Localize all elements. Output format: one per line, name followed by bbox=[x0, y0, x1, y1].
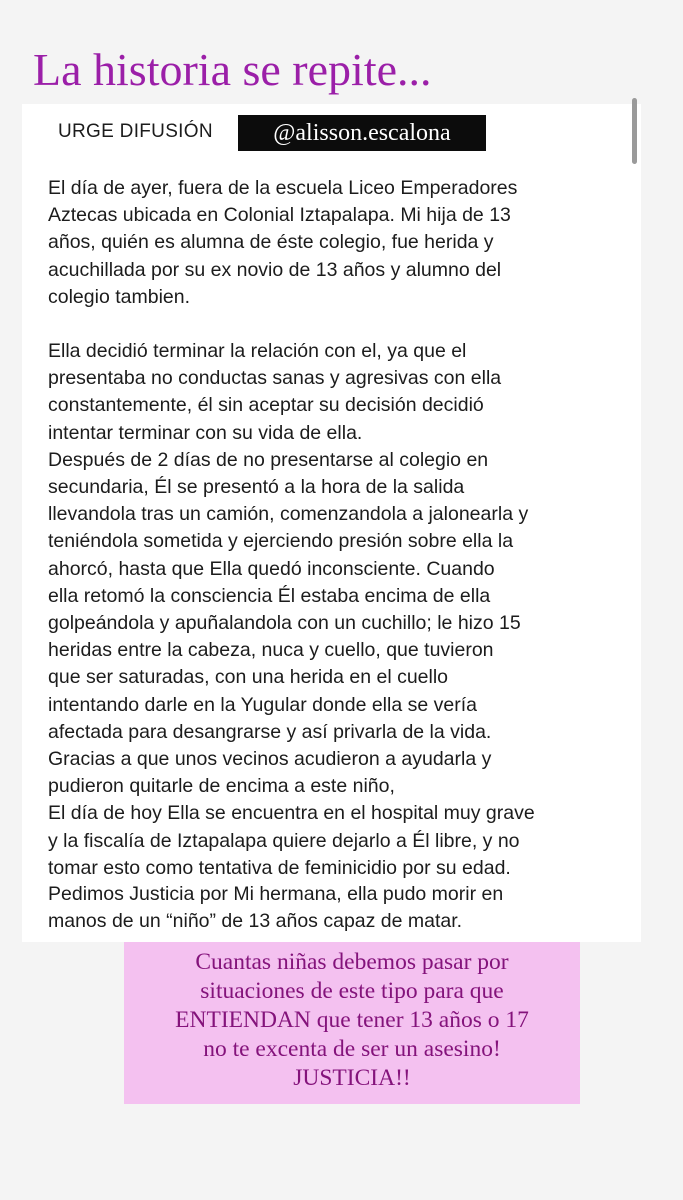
paragraph-story bbox=[48, 338, 638, 882]
text-line: llevandola tras un camión, comenzandola a jalonearla y bbox=[48, 503, 529, 526]
text-line: teniéndola sometida y ejerciendo presión sobre ella la bbox=[48, 530, 514, 553]
text-line: manos de un “niño” de 13 años capaz de matar. bbox=[48, 910, 463, 933]
text-line: pudieron quitarle de encima a este niño, bbox=[48, 775, 395, 798]
text-line: Gracias a que unos vecinos acudieron a ayudarla y bbox=[48, 748, 492, 771]
text-line: ella retomó la consciencia Él estaba encima de ella bbox=[48, 584, 491, 607]
callout-line: JUSTICIA!! bbox=[293, 1065, 411, 1091]
text-line: acuchillada por su ex novio de 13 años y alumno del bbox=[48, 258, 502, 281]
text-line: intentar terminar con su vida de ella. bbox=[48, 421, 363, 444]
text-line: y la fiscalía de Iztapalapa quiere dejarlo a Él libre, y no bbox=[48, 829, 520, 852]
callout-line: ENTIENDAN que tener 13 años o 17 bbox=[175, 1007, 529, 1033]
user-handle-tag[interactable]: @alisson.escalona bbox=[238, 115, 486, 151]
text-line: secundaria, Él se presentó a la hora de la salida bbox=[48, 476, 465, 499]
paragraph-intro bbox=[48, 175, 638, 311]
text-line: que ser saturadas, con una herida en el cuello bbox=[48, 666, 449, 689]
text-line: intentando darle en la Yugular donde ella se vería bbox=[48, 693, 477, 716]
text-line: Pedimos Justicia por Mi hermana, ella pudo morir en bbox=[48, 883, 504, 905]
callout-line: no te excenta de ser un asesino! bbox=[203, 1036, 501, 1062]
headline: La historia se repite... bbox=[33, 44, 432, 95]
text-line: años, quién es alumna de éste colegio, fue herida y bbox=[48, 231, 494, 254]
text-line: heridas entre la cabeza, nuca y cuello, que tuvieron bbox=[48, 639, 494, 662]
paragraph-justice bbox=[48, 881, 638, 935]
text-line: El día de hoy Ella se encuentra en el hospital muy grave bbox=[48, 802, 535, 825]
text-line: Ella decidió terminar la relación con el, ya que el bbox=[48, 340, 467, 362]
text-line: constantemente, él sin aceptar su decisión decidió bbox=[48, 394, 484, 417]
text-line: colegio tambien. bbox=[48, 285, 191, 308]
urge-label: URGE DIFUSIÓN bbox=[58, 121, 213, 142]
text-line: presentaba no conductas sanas y agresivas con ella bbox=[48, 367, 502, 390]
callout-line: Cuantas niñas debemos pasar por bbox=[195, 949, 509, 975]
text-line: Después de 2 días de no presentarse al colegio en bbox=[48, 448, 489, 471]
scroll-indicator[interactable] bbox=[632, 98, 637, 164]
text-line: Aztecas ubicada en Colonial Iztapalapa. Mi hija de 13 bbox=[48, 204, 511, 227]
text-line: tomar esto como tentativa de feminicidio por su edad. bbox=[48, 856, 511, 879]
callout-box bbox=[124, 942, 580, 1104]
text-line: golpeándola y apuñalandola con un cuchillo; le hizo 15 bbox=[48, 612, 521, 635]
callout-line: situaciones de este tipo para que bbox=[200, 978, 504, 1004]
text-line: El día de ayer, fuera de la escuela Liceo Emperadores bbox=[48, 177, 518, 199]
text-line: ahorcó, hasta que Ella quedó inconsciente. Cuando bbox=[48, 557, 495, 580]
text-line: afectada para desangrarse y así privarla de la vida. bbox=[48, 720, 492, 743]
